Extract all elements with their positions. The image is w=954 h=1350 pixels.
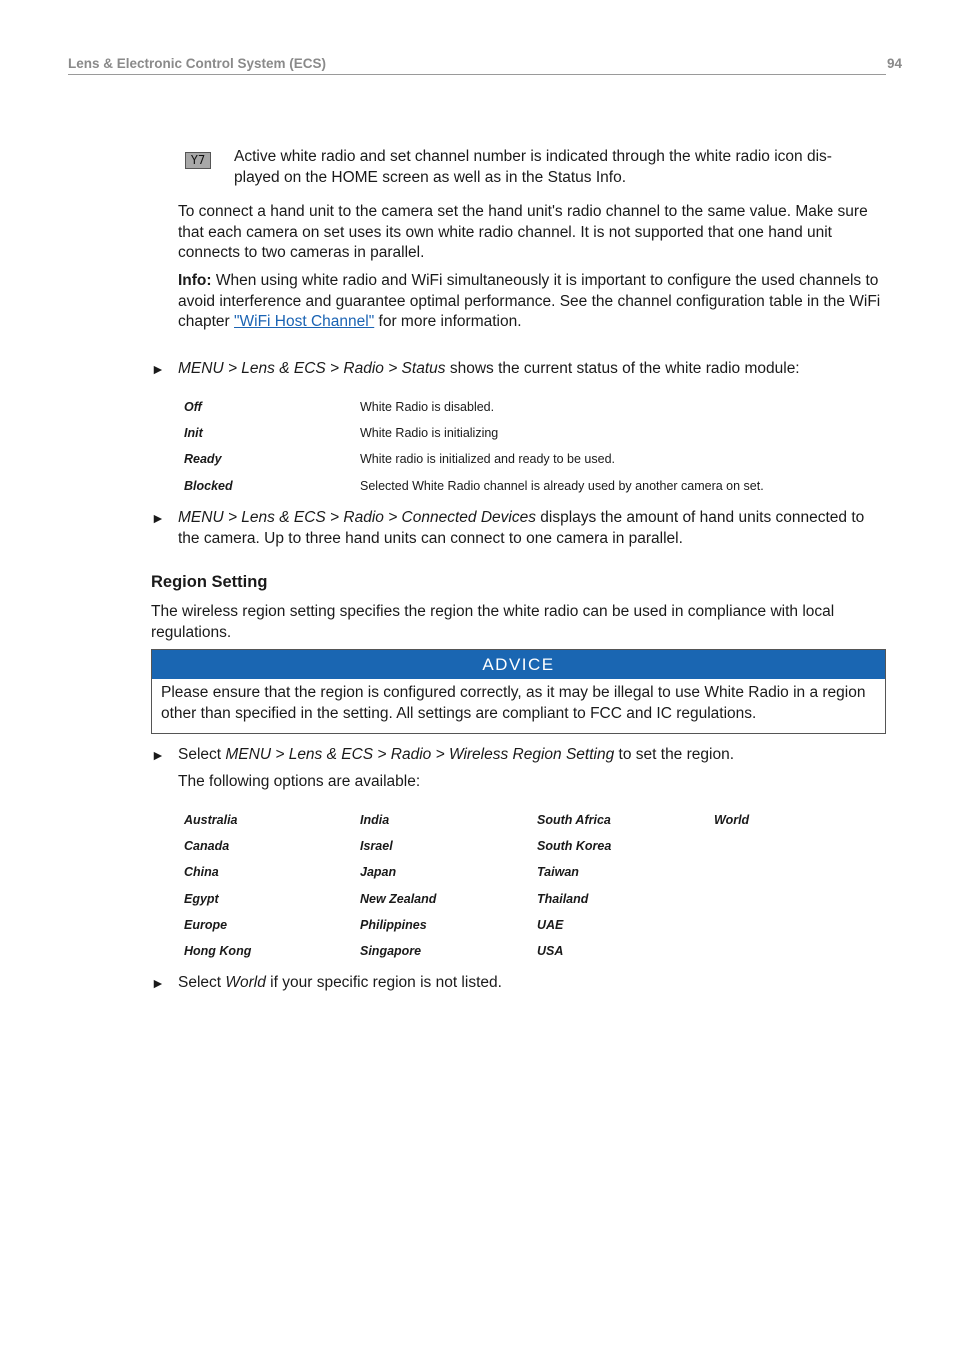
connected-step — [178, 508, 884, 549]
region-japan: Japan — [360, 865, 397, 879]
advice-title: ADVICE — [152, 650, 885, 679]
advice-box — [151, 649, 886, 734]
region-china: China — [184, 865, 219, 879]
select-step-text: to set the region. — [614, 746, 735, 763]
world-step-pre: Select — [178, 974, 226, 991]
status-desc-ready: White radio is initialized and ready to be used. — [360, 452, 616, 466]
header-title: Lens & Electronic Control System (ECS) — [68, 56, 327, 71]
region-israel: Israel — [360, 839, 393, 853]
bullet-arrow-icon: ► — [151, 361, 165, 377]
world-step-text: if your specific region is not listed. — [265, 974, 502, 991]
region-india: India — [360, 813, 390, 827]
connect-paragraph: To connect a hand unit to the camera set the hand unit's radio channel to the same value. Make sure that each camera on set uses its own white radio channel. It is not supported that one hand unit connects to two cameras in parallel. — [178, 203, 868, 261]
region-taiwan: Taiwan — [537, 865, 579, 879]
status-label-off: Off — [184, 400, 202, 414]
region-singapore: Singapore — [360, 944, 422, 958]
region-south-africa: South Africa — [537, 813, 611, 827]
region-uae: UAE — [537, 918, 564, 932]
status-step-text: shows the current status of the white radio module: — [445, 360, 800, 377]
status-desc-blocked: Selected White Radio channel is already used by another camera on set. — [360, 479, 764, 493]
region-australia: Australia — [184, 813, 238, 827]
region-hong-kong: Hong Kong — [184, 944, 252, 958]
region-canada: Canada — [184, 839, 230, 853]
connected-step-text: displays the amount of hand units connected to the camera. Up to three hand units can connect to one camera in parallel. — [178, 509, 865, 547]
page-number: 94 — [886, 56, 902, 71]
region-menu-path: MENU > Lens & ECS > Radio > Wireless Region Setting — [225, 746, 615, 763]
bullet-arrow-icon: ► — [151, 747, 165, 763]
status-label-ready: Ready — [184, 452, 222, 466]
region-usa: USA — [537, 944, 564, 958]
status-desc-off: White Radio is disabled. — [360, 400, 495, 414]
header-divider — [68, 74, 886, 75]
info-paragraph — [178, 271, 890, 333]
bullet-arrow-icon: ► — [151, 975, 165, 991]
status-desc-init: White Radio is initializing — [360, 426, 499, 440]
region-world: World — [714, 813, 750, 827]
info-label: Info: — [178, 272, 212, 289]
info-tail: for more information. — [374, 313, 522, 330]
region-south-korea: South Korea — [537, 839, 612, 853]
status-label-init: Init — [184, 426, 203, 440]
region-thailand: Thailand — [537, 892, 589, 906]
options-intro: The following options are available: — [178, 773, 421, 790]
region-europe: Europe — [184, 918, 228, 932]
connected-menu-path: MENU > Lens & ECS > Radio > Connected Devices — [178, 509, 536, 526]
status-step — [178, 359, 878, 380]
world-step-em: World — [225, 974, 266, 991]
info-text: When using white radio and WiFi simultaneously it is important to configure the used channels to avoid interference and guarantee optimal performance. See the channel configuration table in the WiFi chapter — [178, 272, 881, 330]
select-step-pre: Select — [178, 746, 226, 763]
advice-text: Please ensure that the region is configured correctly, as it may be illegal to use White Radio in a region other than specified in the setting. All settings are compliant to FCC and IC regulations. — [161, 684, 866, 722]
status-menu-path: MENU > Lens & ECS > Radio > Status — [178, 360, 446, 377]
status-label-blocked: Blocked — [184, 479, 233, 493]
region-new-zealand: New Zealand — [360, 892, 437, 906]
region-philippines: Philippines — [360, 918, 427, 932]
select-step — [178, 745, 878, 766]
icon-note: Active white radio and set channel number is indicated through the white radio icon dis- played on the HOME screen as well as in the Status Info. — [234, 148, 832, 186]
bullet-arrow-icon: ► — [151, 510, 165, 526]
region-paragraph: The wireless region setting specifies the region the white radio can be used in compliance with local regulations. — [151, 603, 835, 641]
white-radio-icon: Y7 — [185, 152, 211, 169]
world-step — [178, 973, 878, 994]
region-egypt: Egypt — [184, 892, 219, 906]
wifi-host-channel-link[interactable]: "WiFi Host Channel" — [234, 313, 375, 330]
section-heading: Region Setting — [151, 573, 268, 591]
